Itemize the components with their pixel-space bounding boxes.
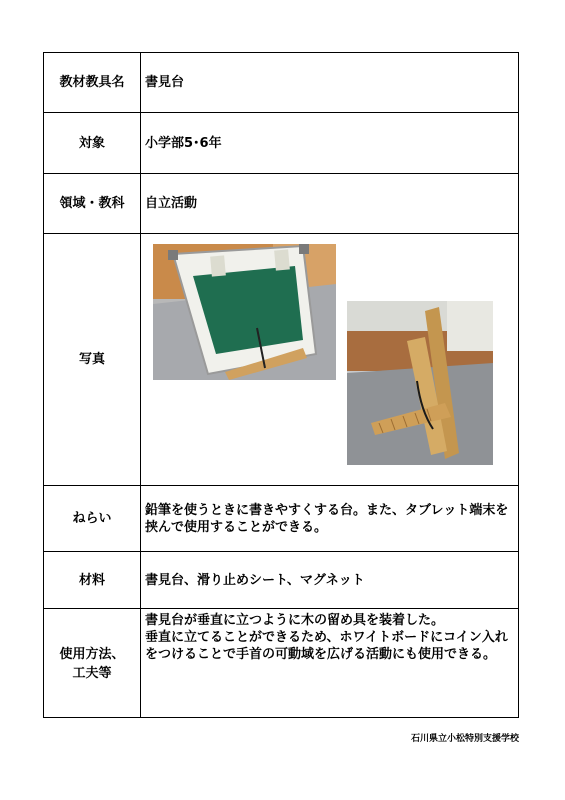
label-aim: ねらい [44, 486, 141, 551]
value-usage: 書見台が垂直に立つように木の留め具を装着した。 垂直に立てることができるため、ホワイトボードにコイン入れをつけることで手首の可動域を広げる活動にも使用できる。 [145, 613, 508, 662]
row-material-name [44, 53, 518, 113]
label-materials: 材料 [44, 552, 141, 608]
whiteboard-on-stand-photo [153, 244, 336, 380]
label-target: 対象 [44, 113, 141, 173]
wooden-stand-side-photo [347, 301, 493, 465]
value-materials: 書見台、滑り止めシート、マグネット [145, 572, 365, 588]
photos-cell [141, 234, 518, 485]
label-usage: 使用方法、工夫等 [44, 609, 141, 718]
row-photos [44, 234, 518, 486]
label-photos: 写真 [44, 234, 141, 485]
value-material-name: 書見台 [145, 75, 185, 90]
row-aim [44, 486, 518, 552]
row-usage [44, 609, 518, 718]
label-subject: 領域・教科 [44, 174, 141, 233]
row-subject [44, 174, 518, 234]
info-table [43, 52, 519, 718]
row-materials [44, 552, 518, 609]
value-aim: 鉛筆を使うときに書きやすくする台。また、タブレット端末を挟んで使用することができる。 [145, 502, 509, 535]
value-subject: 自立活動 [145, 196, 198, 211]
value-target: 小学部5･6年 [145, 135, 222, 151]
row-target [44, 113, 518, 174]
school-name-footer: 石川県立小松特別支援学校 [410, 734, 519, 744]
label-material-name: 教材教具名 [44, 53, 141, 112]
